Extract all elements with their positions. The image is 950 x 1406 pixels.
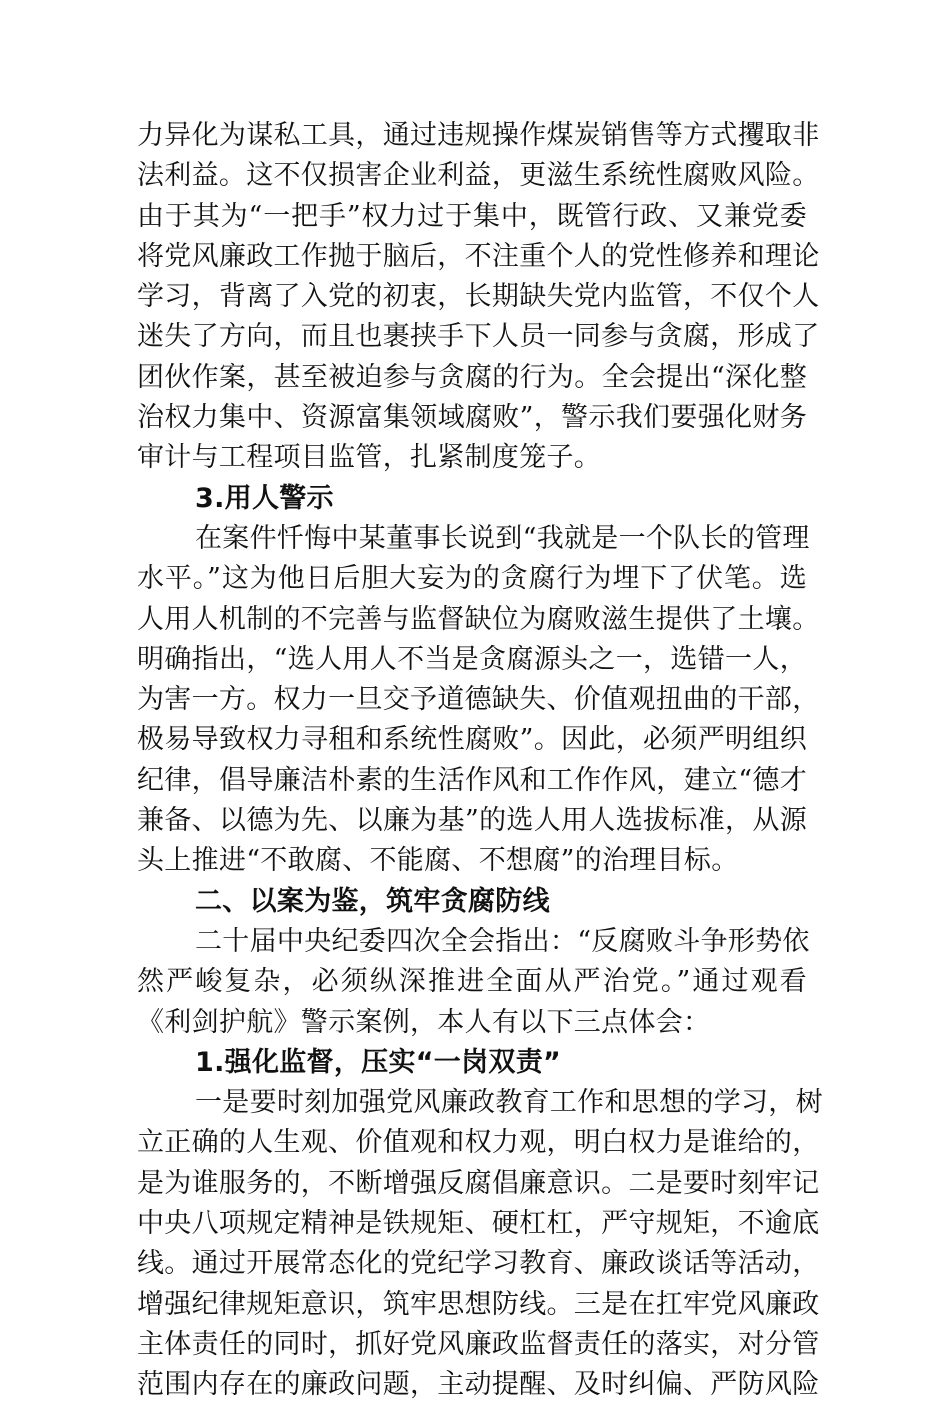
text-line: 二十届中央纪委四次全会指出：“反腐败斗争形势依 [195,925,810,957]
text-line: 范围内存在的廉政问题，主动提醒、及时纠偏、严防风险 [137,1369,820,1401]
text-line: 极易导致权力寻租和系统性腐败”。因此，必须严明组织 [137,724,807,756]
text-line: 一是要时刻加强党风廉政教育工作和思想的学习，树 [195,1087,823,1119]
text-line: 由于其为“一把手”权力过于集中，既管行政、又兼党委 [137,200,807,232]
text-line: 力异化为谋私工具，通过违规操作煤炭销售等方式攫取非 [137,120,820,151]
text-line: 学习，背离了入党的初衷，长期缺失党内监管，不仅个人 [137,281,820,313]
text-line: 审计与工程项目监管，扎紧制度笼子。 [137,442,602,474]
text-line: 线。通过开展常态化的党纪学习教育、廉政谈话等活动， [137,1248,820,1280]
text-line: 是为谁服务的，不断增强反腐倡廉意识。二是要时刻牢记 [137,1167,820,1199]
text-line: 中央八项规定精神是铁规矩、硬杠杠，严守规矩，不逾底 [137,1208,820,1240]
text-line: 为害一方。权力一旦交予道德缺失、价值观扭曲的干部， [137,684,820,716]
text-line: 兼备、以德为先、以廉为基”的选人用人选拔标准，从源 [137,805,807,837]
text-line: 明确指出，“选人用人不当是贪腐源头之一，选错一人， [137,643,807,675]
paragraph-2 [137,519,820,882]
subheading-yongren: 3.用人警示 [195,482,334,514]
section-heading-2: 二、以案为鉴，筑牢贪腐防线 [195,885,550,917]
text-line: 将党风廉政工作抛于脑后，不注重个人的党性修养和理论 [137,240,820,272]
paragraph-1 [137,116,820,479]
text-line: 法利益。这不仅损害企业利益，更滋生系统性腐败风险。 [137,160,820,192]
document-page [137,116,823,1406]
text-line: 头上推进“不敢腐、不能腐、不想腐”的治理目标。 [137,845,739,877]
text-line: 水平。”这为他日后胆大妄为的贪腐行为埋下了伏笔。选 [137,563,807,595]
text-line: 主体责任的同时，抓好党风廉政监督责任的落实，对分管 [137,1328,820,1360]
text-line: 《利剑护航》警示案例，本人有以下三点体会： [137,1006,711,1038]
text-line: 迷失了方向，而且也裹挟手下人员一同参与贪腐，形成了 [137,321,820,353]
text-line: 然严峻复杂，必须纵深推进全面从严治党。”通过观看 [137,966,807,998]
paragraph-4 [137,1083,823,1405]
text-line: 纪律，倡导廉洁朴素的生活作风和工作作风，建立“德才 [137,764,807,796]
text-line: 治权力集中、资源富集领域腐败”，警示我们要强化财务 [137,402,807,434]
text-line: 立正确的人生观、价值观和权力观，明白权力是谁给的， [137,1127,820,1159]
paragraph-3 [137,922,810,1043]
text-line: 增强纪律规矩意识，筑牢思想防线。三是在扛牢党风廉政 [137,1288,820,1320]
text-line: 人用人机制的不完善与监督缺位为腐败滋生提供了土壤。 [137,603,820,635]
subheading-jiandu: 1.强化监督，压实“一岗双责” [195,1046,562,1078]
text-line: 团伙作案，甚至被迫参与贪腐的行为。全会提出“深化整 [137,361,807,393]
text-line: 在案件忏悔中某董事长说到“我就是一个队长的管理 [195,522,810,554]
